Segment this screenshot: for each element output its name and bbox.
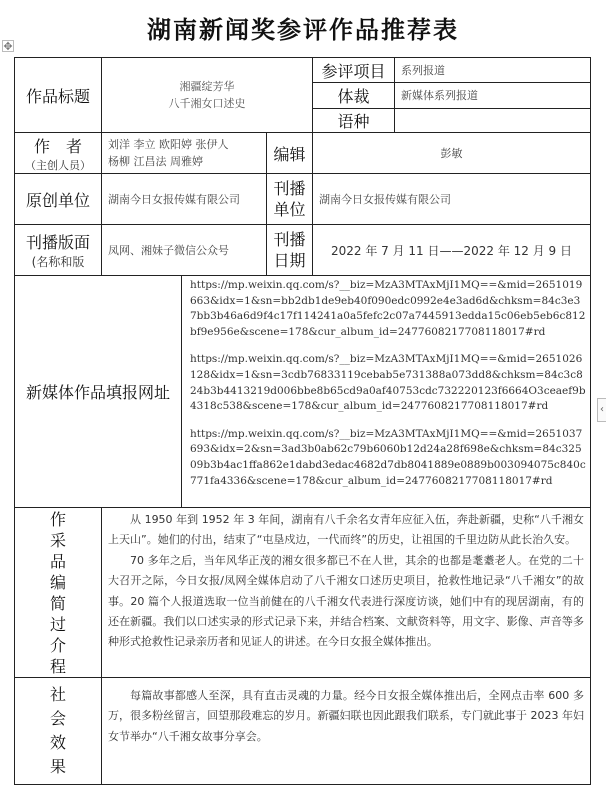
effect-label-char: 效 [49, 733, 66, 752]
urls-label: 新媒体作品填报网址 [14, 275, 182, 508]
publisher-label [266, 173, 313, 225]
work-title-line-1: 湘疆绽芳华 [179, 80, 235, 93]
authors-line-1: 刘洋 李立 欧阳婷 张伊人 [108, 138, 229, 151]
effect-label [14, 677, 102, 785]
editor-value: 彭敏 [312, 132, 591, 174]
url-link[interactable]: https://mp.weixin.qq.com/s?__biz=MzA3MTAxMjI1MQ==&mid=2651037693&idx=2&sn=3ad3b0ab62c79b6060b12d24a28f698e&chksm=84c32509b3b4ac1ffa862e1dabd3edac4682d7db8041889e0889b003094075c840c771fa4336&scene=178&cur_album_id=2477608217708118017#rd [190, 427, 586, 487]
language-value [394, 108, 591, 133]
genre-label: 体裁 [312, 82, 395, 109]
genre-value: 新媒体系列报道 [394, 82, 591, 109]
effect-label-char: 会 [49, 709, 66, 728]
language-label: 语种 [312, 108, 395, 133]
process-label-char: 介 [49, 635, 66, 655]
page-label-line-2: (名称和版 [31, 255, 85, 269]
publisher-value: 湖南今日女报传媒有限公司 [312, 173, 591, 225]
work-title-line-2: 八千湘女口述史 [168, 97, 246, 110]
url-link[interactable]: https://mp.weixin.qq.com/s?__biz=MzA3MTAxMjI1MQ==&mid=2651019663&idx=1&sn=bb2db1de9eb40f090edc0992e4e3ad6d&chksm=84c3e37bb3b46a6d9f4c17f114241a0a5fefc2c07a7445913edda15c06eb5eb6c812bf9e956e&scene=178&cur_album_id=2477608217708118017#rd [190, 279, 586, 338]
process-label-char: 作 [49, 509, 66, 529]
process-label-char: 过 [49, 614, 66, 634]
url-link[interactable]: https://mp.weixin.qq.com/s?__biz=MzA3MTAxMjI1MQ==&mid=2651026128&idx=1&sn=3cdb76833119cebab5e731388a073dd8&chksm=84c3c824b3b4413219d006bbe8b65cd9a0af40753cdc732220123f6664O3ceaef9b4318c538&scene=178&cur_album_id=2477608217708118017#rd [190, 353, 586, 413]
date-label [266, 224, 313, 276]
authors-label [14, 132, 102, 174]
authors-label-line-2: （主创人员） [25, 158, 91, 172]
process-paragraph: 从 1950 年到 1952 年 3 年间，湖南有八千余名女青年应征入伍，奔赴新疆，史称“八千湘女上天山”。她们的付出，结束了“屯垦戍边，一代而终”的历史，让祖国的千里边防从此长治久安。 [108, 513, 584, 547]
table-move-handle-icon[interactable]: ✥ [3, 40, 13, 53]
page-label-line-1: 刊播版面 [25, 233, 90, 252]
date-label-line-1: 刊播 [273, 230, 306, 249]
work-title-label: 作品标题 [14, 57, 102, 133]
date-label-line-2: 日期 [273, 251, 306, 270]
page-value: 凤网、湘妹子微信公众号 [101, 224, 267, 276]
authors-label-line-1: 作 者 [33, 136, 82, 156]
side-collapse-icon[interactable]: ‹ [597, 398, 606, 422]
effect-paragraph: 每篇故事都感人至深，具有直击灵魂的力量。经今日女报全媒体推出后，全网点击率 600 多万，很多粉丝留言，回望那段难忘的岁月。新疆妇联也因此跟我们联系，专门就此事于 2023 年妇女节举办“八千湘女故事分享会。 [108, 689, 584, 743]
process-label-char: 品 [49, 551, 66, 571]
process-label-char: 编 [49, 572, 66, 592]
publisher-label-line-2: 单位 [273, 200, 306, 219]
effect-value [101, 677, 591, 785]
process-label-char: 采 [49, 530, 66, 550]
date-value: 2022 年 7 月 11 日——2022 年 12 月 9 日 [312, 224, 591, 276]
process-label [14, 507, 102, 678]
process-label-char: 程 [49, 656, 66, 676]
category-label: 参评项目 [312, 57, 395, 83]
editor-label: 编辑 [266, 132, 313, 174]
original-unit-value: 湖南今日女报传媒有限公司 [101, 173, 267, 225]
urls-value [181, 275, 591, 508]
category-value: 系列报道 [394, 57, 591, 83]
original-unit-label: 原创单位 [14, 173, 102, 225]
effect-label-char: 果 [49, 757, 66, 776]
process-value [101, 507, 591, 678]
process-label-char: 简 [49, 593, 66, 613]
page-title: 湖南新闻奖参评作品推荐表 [147, 16, 459, 44]
work-title-value [101, 57, 313, 133]
effect-label-char: 社 [49, 685, 66, 704]
authors-line-2: 杨柳 江昌法 周雅婷 [108, 155, 203, 168]
authors-value [101, 132, 267, 174]
publisher-label-line-1: 刊播 [273, 179, 306, 198]
page-label [14, 224, 102, 276]
process-paragraph: 70 多年之后，当年风华正茂的湘女很多都已不在人世，其余的也都是耄耋老人。在党的二十大召开之际，今日女报/凤网全媒体启动了八千湘女口述历史项目，抢救性地记录“八千湘女”的故事。20 篇个人报道选取一位当前健在的八千湘女代表进行深度访谈，她们中有的现居湖南，有的还在新疆。我们以口述实录的形式记录下来，并结合档案、文献资料等，用文字、影像、声音等多种形式抢救性记录亲历者和见证人的讲述。在今日女报全媒体推出。 [108, 553, 584, 649]
